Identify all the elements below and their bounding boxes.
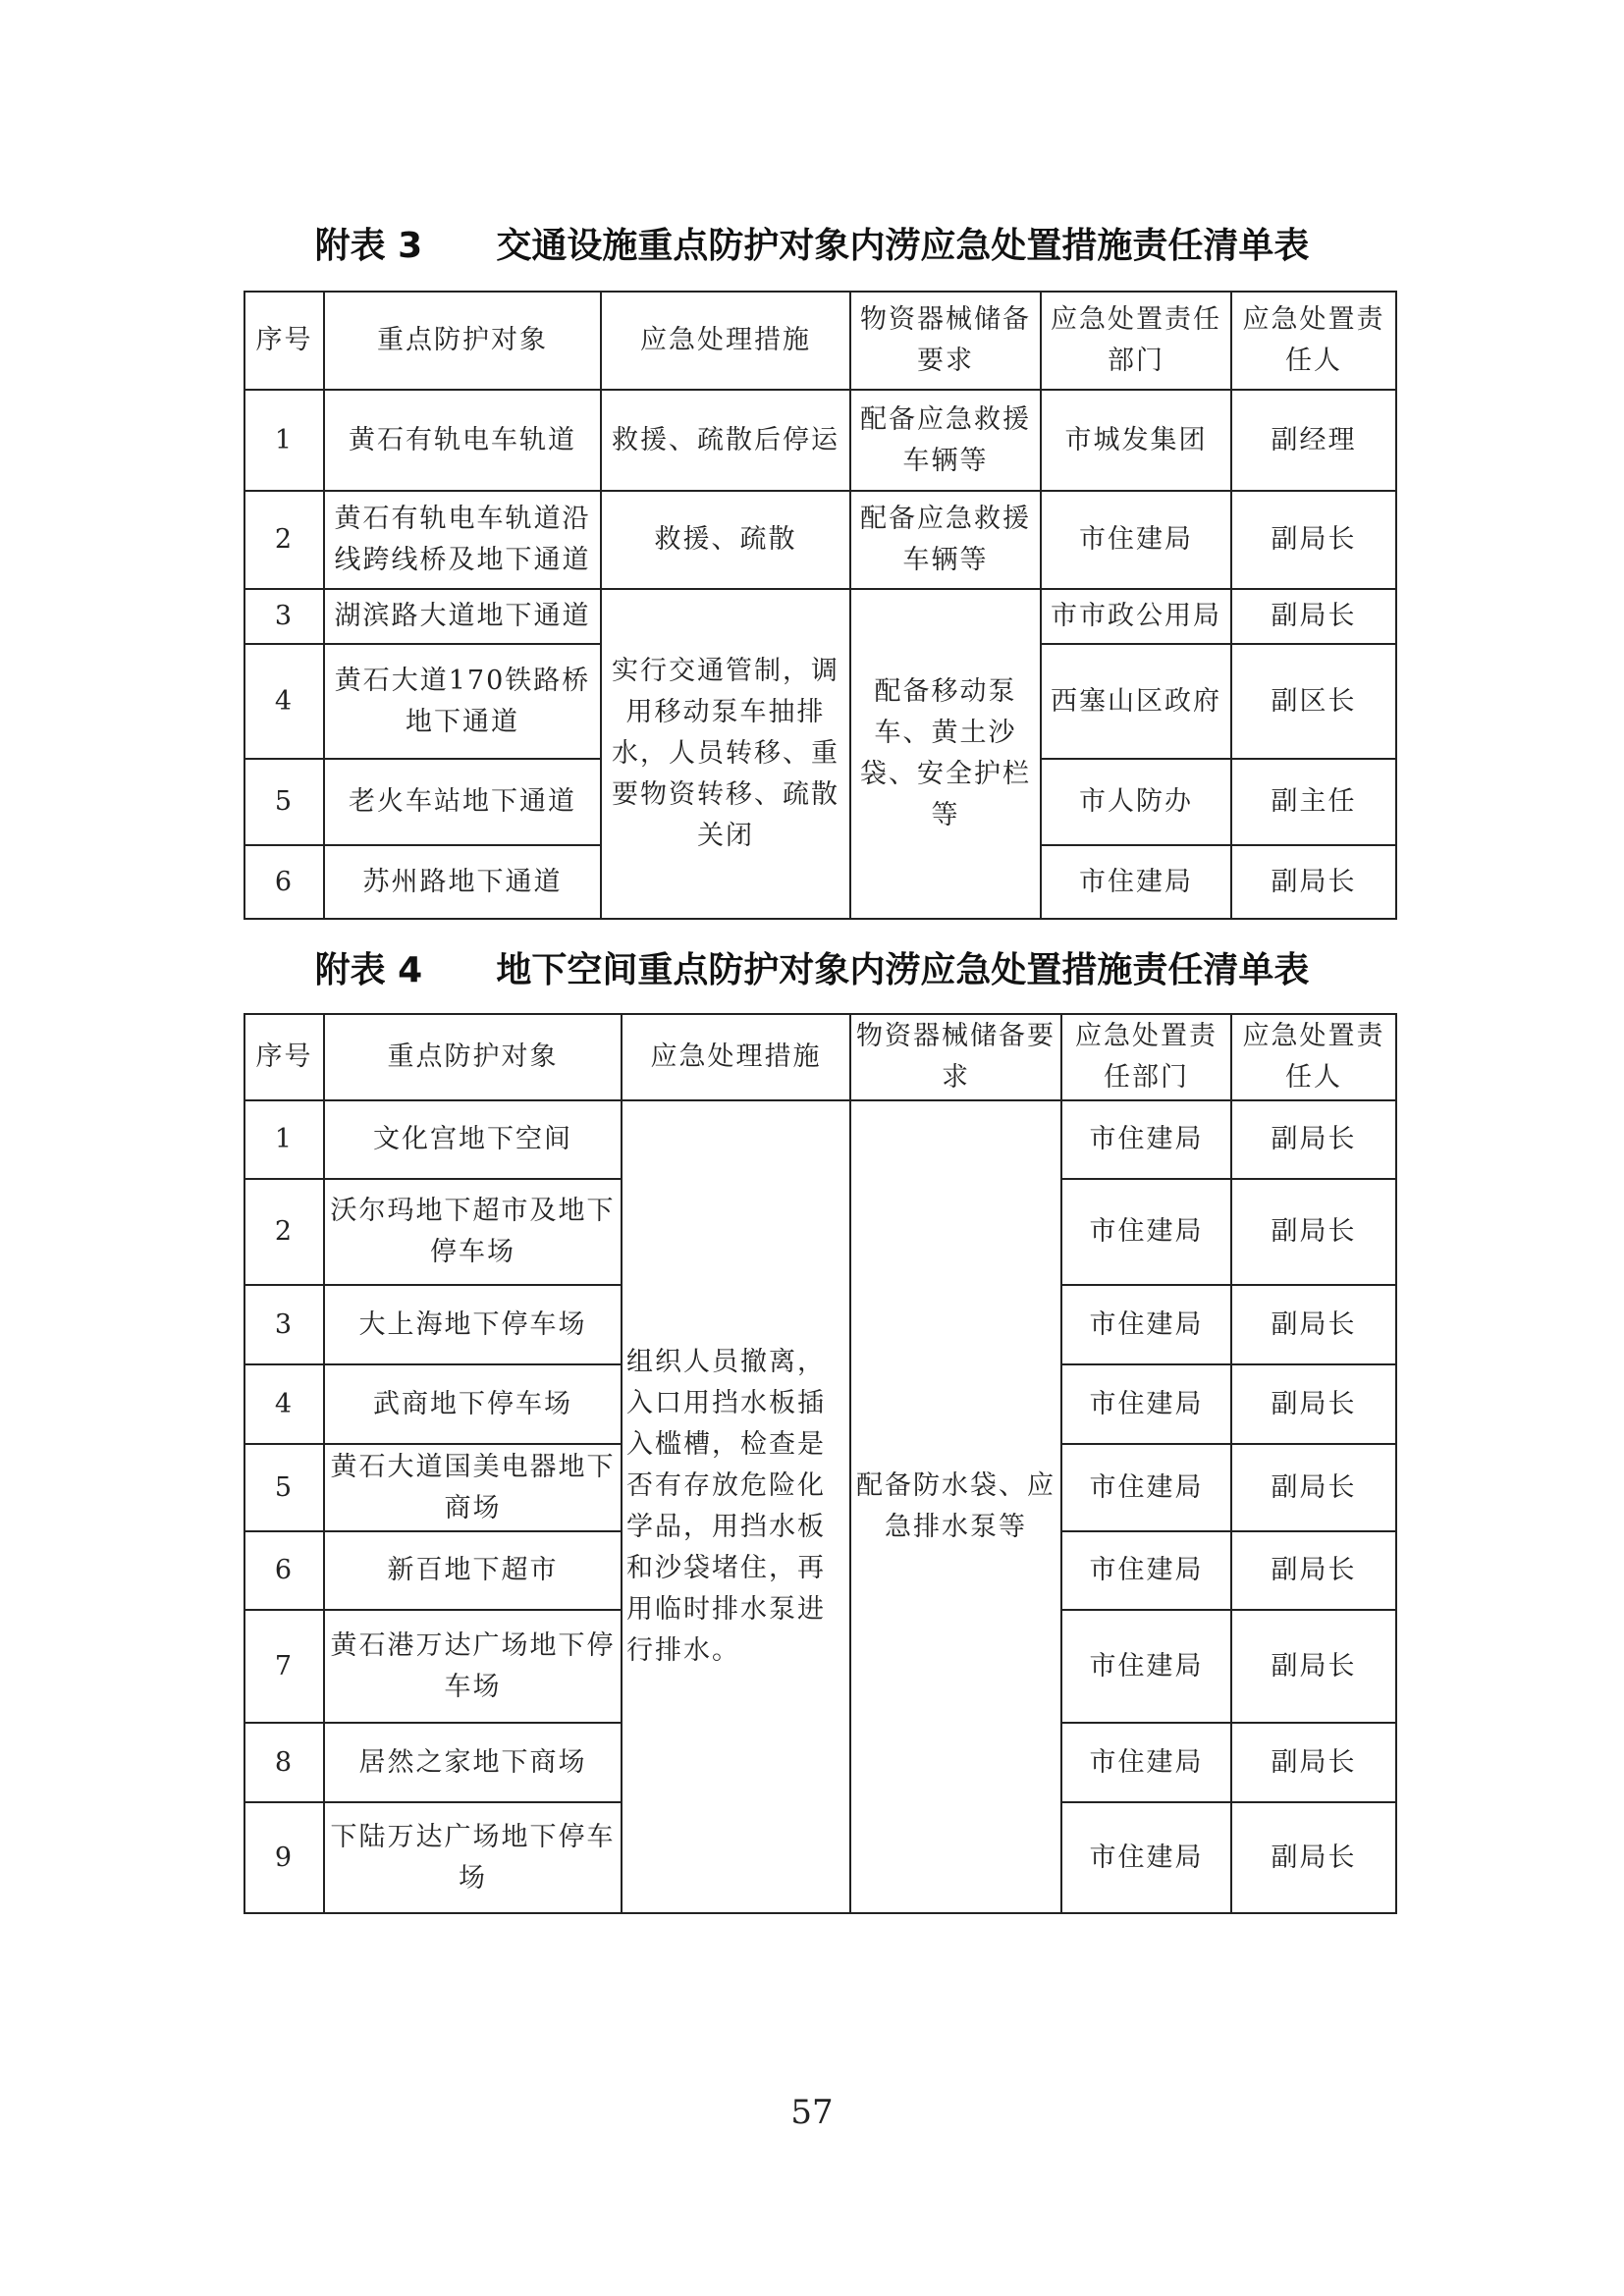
cell-no: 6	[244, 845, 324, 919]
header-measure: 应急处理措施	[622, 1014, 850, 1100]
cell-person: 副局长	[1231, 845, 1396, 919]
page-number: 57	[790, 2093, 834, 2132]
cell-target: 黄石有轨电车轨道沿线跨线桥及地下通道	[324, 491, 601, 589]
cell-supply: 配备应急救援车辆等	[850, 390, 1041, 491]
cell-no: 5	[244, 759, 324, 845]
cell-target: 湖滨路大道地下通道	[324, 589, 601, 644]
cell-dept: 市市政公用局	[1041, 589, 1231, 644]
cell-person: 副局长	[1231, 1723, 1396, 1802]
table4-title: 附表 4 地下空间重点防护对象内涝应急处置措施责任清单表	[314, 950, 1310, 990]
table3	[244, 291, 1397, 920]
table-row	[244, 491, 1396, 589]
cell-dept: 西塞山区政府	[1041, 644, 1231, 759]
cell-no: 6	[244, 1531, 324, 1610]
cell-target: 武商地下停车场	[324, 1364, 622, 1444]
cell-target: 新百地下超市	[324, 1531, 622, 1610]
table-row	[244, 390, 1396, 491]
cell-person: 副局长	[1231, 1610, 1396, 1723]
header-no: 序号	[244, 292, 324, 390]
cell-target: 沃尔玛地下超市及地下停车场	[324, 1179, 622, 1285]
cell-target: 老火车站地下通道	[324, 759, 601, 845]
header-person: 应急处置责任人	[1231, 292, 1396, 390]
header-measure: 应急处理措施	[601, 292, 850, 390]
cell-measure: 救援、疏散后停运	[601, 390, 850, 491]
cell-dept: 市住建局	[1041, 491, 1231, 589]
cell-dept: 市住建局	[1061, 1179, 1231, 1285]
cell-no: 5	[244, 1444, 324, 1531]
header-person: 应急处置责任人	[1231, 1014, 1396, 1100]
cell-target: 下陆万达广场地下停车场	[324, 1802, 622, 1913]
cell-measure: 救援、疏散	[601, 491, 850, 589]
cell-shared-measure: 实行交通管制，调用移动泵车抽排水，人员转移、重要物资转移、疏散关闭	[601, 589, 850, 919]
cell-dept: 市城发集团	[1041, 390, 1231, 491]
cell-dept: 市住建局	[1061, 1610, 1231, 1723]
cell-dept: 市住建局	[1061, 1364, 1231, 1444]
table4	[244, 1013, 1397, 1914]
cell-person: 副局长	[1231, 1179, 1396, 1285]
table4-header-row	[244, 1014, 1396, 1100]
cell-dept: 市住建局	[1061, 1802, 1231, 1913]
cell-dept: 市住建局	[1061, 1444, 1231, 1531]
cell-target: 居然之家地下商场	[324, 1723, 622, 1802]
cell-target: 黄石大道国美电器地下商场	[324, 1444, 622, 1531]
header-supply: 物资器械储备要求	[850, 292, 1041, 390]
cell-no: 4	[244, 644, 324, 759]
cell-target: 黄石港万达广场地下停车场	[324, 1610, 622, 1723]
cell-person: 副局长	[1231, 1364, 1396, 1444]
cell-no: 7	[244, 1610, 324, 1723]
cell-no: 9	[244, 1802, 324, 1913]
header-dept: 应急处置责任部门	[1041, 292, 1231, 390]
cell-person: 副局长	[1231, 589, 1396, 644]
header-target: 重点防护对象	[324, 292, 601, 390]
cell-dept: 市人防办	[1041, 759, 1231, 845]
cell-person: 副局长	[1231, 491, 1396, 589]
cell-shared-supply: 配备防水袋、应急排水泵等	[850, 1100, 1061, 1913]
cell-person: 副局长	[1231, 1531, 1396, 1610]
cell-no: 1	[244, 390, 324, 491]
cell-target: 黄石有轨电车轨道	[324, 390, 601, 491]
cell-dept: 市住建局	[1061, 1723, 1231, 1802]
cell-no: 2	[244, 491, 324, 589]
cell-target: 苏州路地下通道	[324, 845, 601, 919]
cell-dept: 市住建局	[1041, 845, 1231, 919]
cell-shared-measure: 组织人员撤离，入口用挡水板插入槛槽，检查是否有存放危险化学品，用挡水板和沙袋堵住，再用临时排水泵进行排水。	[622, 1100, 850, 1913]
header-dept: 应急处置责任部门	[1061, 1014, 1231, 1100]
cell-dept: 市住建局	[1061, 1531, 1231, 1610]
cell-person: 副主任	[1231, 759, 1396, 845]
cell-person: 副局长	[1231, 1285, 1396, 1364]
cell-person: 副局长	[1231, 1100, 1396, 1179]
cell-dept: 市住建局	[1061, 1100, 1231, 1179]
cell-target: 大上海地下停车场	[324, 1285, 622, 1364]
cell-shared-supply: 配备移动泵车、黄土沙袋、安全护栏等	[850, 589, 1041, 919]
table3-title: 附表 3 交通设施重点防护对象内涝应急处置措施责任清单表	[314, 226, 1310, 266]
cell-no: 8	[244, 1723, 324, 1802]
header-target: 重点防护对象	[324, 1014, 622, 1100]
cell-person: 副经理	[1231, 390, 1396, 491]
cell-dept: 市住建局	[1061, 1285, 1231, 1364]
cell-supply: 配备应急救援车辆等	[850, 491, 1041, 589]
cell-no: 3	[244, 1285, 324, 1364]
cell-person: 副区长	[1231, 644, 1396, 759]
header-supply: 物资器械储备要求	[850, 1014, 1061, 1100]
table3-header-row	[244, 292, 1396, 390]
header-no: 序号	[244, 1014, 324, 1100]
cell-target: 文化宫地下空间	[324, 1100, 622, 1179]
cell-no: 4	[244, 1364, 324, 1444]
table-row	[244, 589, 1396, 644]
cell-no: 2	[244, 1179, 324, 1285]
cell-no: 3	[244, 589, 324, 644]
cell-no: 1	[244, 1100, 324, 1179]
cell-target: 黄石大道170铁路桥地下通道	[324, 644, 601, 759]
table-row	[244, 1100, 1396, 1179]
cell-person: 副局长	[1231, 1444, 1396, 1531]
cell-person: 副局长	[1231, 1802, 1396, 1913]
